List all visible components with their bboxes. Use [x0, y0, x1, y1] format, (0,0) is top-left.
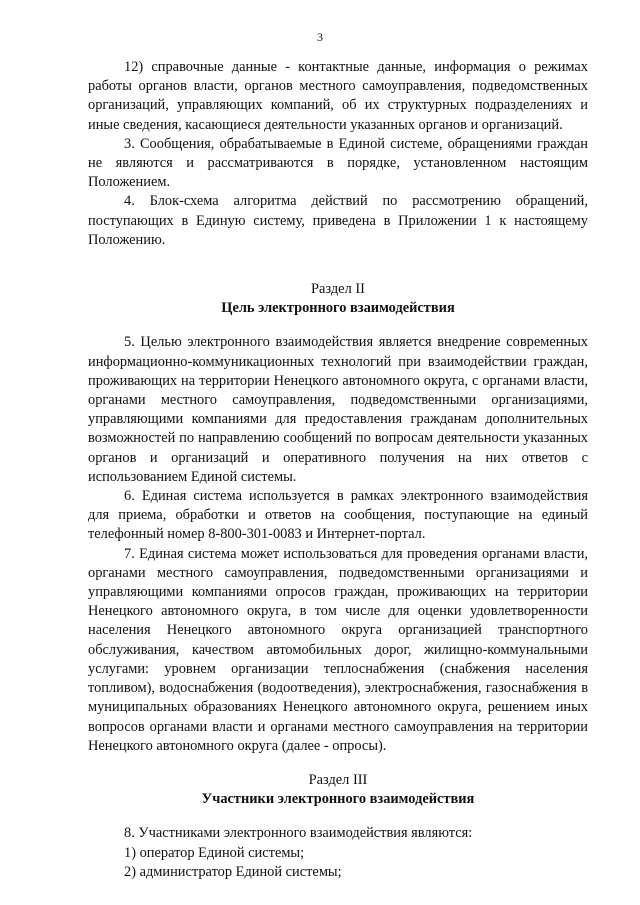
paragraph-3-messages: 3. Сообщения, обрабатываемые в Единой системе, обращениями граждан не являются и рассматриваются в порядке, установленном настоящим Положением.	[88, 135, 588, 191]
paragraph-6-usage: 6. Единая система используется в рамках электронного взаимодействия для приема, обработки и ответов на сообщения, поступающие на единый телефонный номер 8-800-301-0083 и Интернет-портал.	[88, 488, 588, 543]
paragraph-12-reference-data: 12) справочные данные - контактные данные, информация о режимах работы органов власти, органов местного самоуправления, подведомственных организаций, управляющих компаний, об их структурных подразделениях и иные сведения, касающиеся деятельности указанных органов и организаций.	[88, 59, 588, 133]
spacer	[88, 318, 588, 333]
spacer	[88, 250, 588, 265]
spacer	[88, 809, 588, 824]
page-number: 3	[317, 30, 323, 44]
paragraph-4-flowchart: 4. Блок-схема алгоритма действий по рассмотрению обращений, поступающих в Единую систему, приведена в Приложении 1 к настоящему Положению.	[88, 193, 588, 248]
section-3-label: Раздел III	[308, 771, 368, 788]
spacer	[88, 756, 588, 771]
paragraph-8-participants: 8. Участниками электронного взаимодействия являются:	[124, 825, 473, 842]
spacer	[88, 265, 588, 280]
participant-item-administrator: 2) администратор Единой системы;	[124, 863, 342, 880]
section-2-title: Цель электронного взаимодействия	[221, 300, 455, 317]
participant-item-operator: 1) оператор Единой системы;	[124, 844, 305, 861]
document-body	[88, 58, 588, 882]
section-2-label: Раздел II	[311, 281, 365, 298]
paragraph-7-surveys: 7. Единая система может использоваться для проведения органами власти, органами местного самоуправления, подведомственными организациями и управляющими компаниями опросов граждан, проживающих на территории Ненецкого автономного округа, в том числе для оценки удовлетворенности населения Ненецкого автономного округа организацией транспортного обслуживания, качеством автомобильных дорог, жилищно-коммунальными услугами: уровнем организации теплоснабжения (снабжения населения топливом), водоснабжения (водоотведения), электроснабжения, газоснабжения в муниципальных образованиях Ненецкого автономного округа, решением иных вопросов органами власти и органами местного самоуправления на территории Ненецкого автономного округа (далее - опросы).	[88, 545, 588, 754]
section-3-title: Участники электронного взаимодействия	[201, 791, 475, 808]
paragraph-5-purpose: 5. Целью электронного взаимодействия является внедрение современных информационно-коммуникационных технологий при взаимодействии граждан, проживающих на территории Ненецкого автономного округа, с органами власти, органами местного самоуправления, подведомственными организациями, управляющими компаниями для предоставления гражданам дополнительных возможностей по направлению сообщений по вопросам деятельности указанных органов и организаций и оперативного получения на них ответов с использованием Единой системы.	[88, 334, 588, 485]
